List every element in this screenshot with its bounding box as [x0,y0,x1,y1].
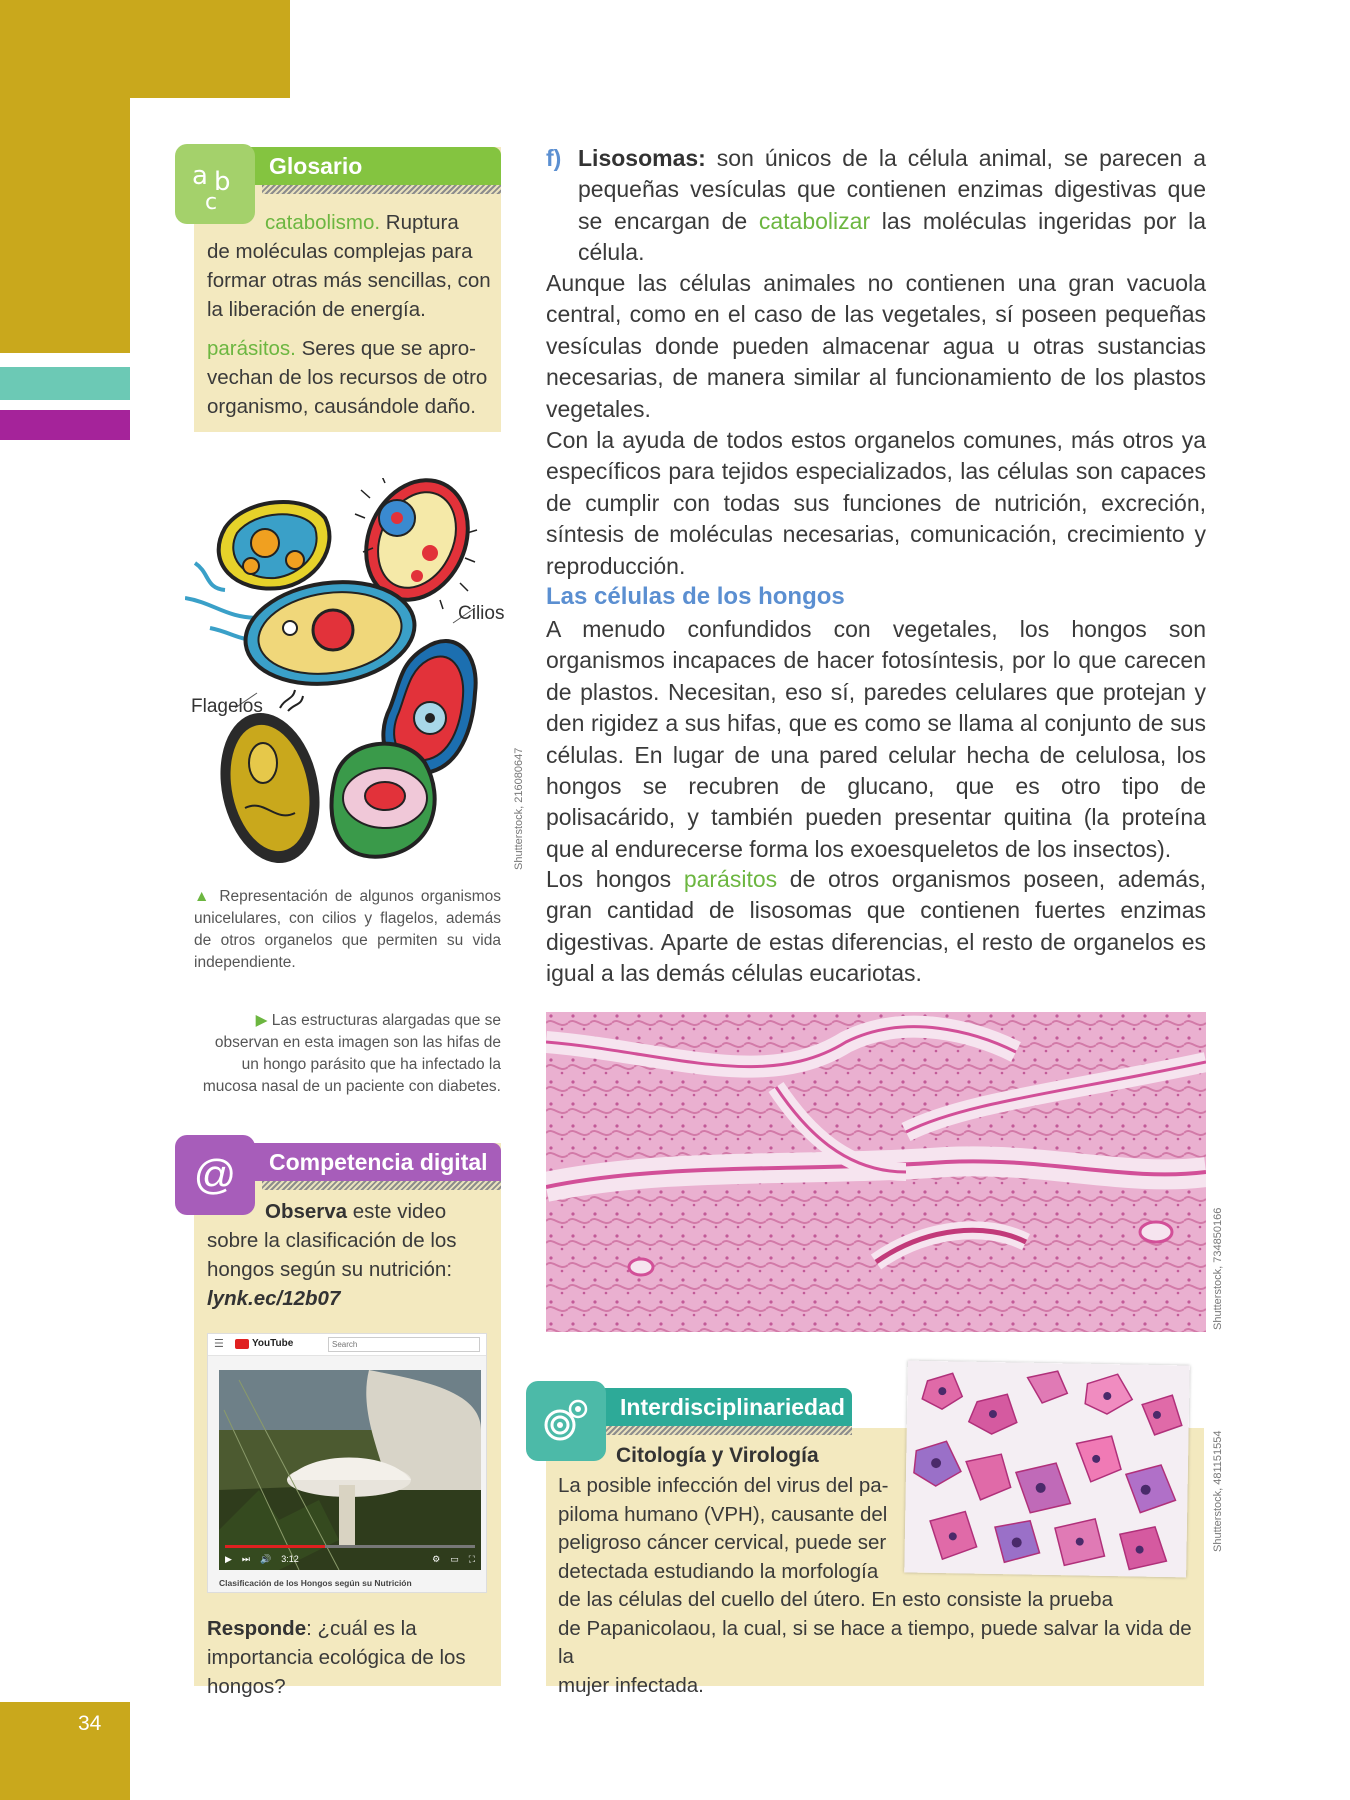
digital-title: Competencia digital [269,1149,488,1175]
youtube-brand: YouTube [252,1338,294,1349]
para4-text-a: Los hongos [546,866,684,892]
interdisciplinary-line: detectada estudiando la morfología [558,1559,879,1583]
glossary-definition-line: vechan de los recursos de otro [207,366,488,389]
play-icon[interactable]: ▶ [225,1553,232,1564]
interdisciplinary-line: de las células del cuello del útero. En esto consiste la prueba [558,1588,1113,1611]
decor-magenta-stripe [0,410,130,440]
triangle-right-icon: ▶ [255,1012,268,1029]
interdisciplinary-line: de Papanicolaou, la cual, si se hace a tiempo, puede salvar la vida de la [558,1616,1192,1668]
fungus-caption-text: Las estructuras alargadas que se observan en esta imagen son las hifas de un hongo parásito que ha infectado la mucosa nasal de un paciente con diabetes. [202,1012,501,1095]
video-frame[interactable] [219,1370,481,1570]
paragraph-vacuoles: Aunque las células animales no contienen una gran vacuola central, como en el caso de las vegetales, sí poseen pequeñas vesículas donde pueden almacenar agua u otras sustancias necesarias, de manera similar al funcionamiento de los plastos vegetales. [546,270,1206,422]
video-search-input[interactable] [328,1337,480,1352]
interdisciplinary-line: mujer infectada. [558,1673,704,1697]
para4-text-b: de otros organismos poseen, además, gran cantidad de lisosomas que contienen fuertes enzimas digestivas. Aparte de estas diferencias, el resto de organelos es igual a las demás células eucariotas. [546,866,1206,987]
volume-icon[interactable]: 🔊 [260,1553,272,1564]
fungus-photo-caption [194,1010,501,1098]
glossary-definition-line: de moléculas complejas para [207,240,473,263]
interdisciplinary-line: piloma humano (VPH), causante del [558,1502,888,1526]
interdisciplinary-header-hatch [604,1426,852,1435]
decor-gold-bottom-block [0,1702,130,1800]
svg-text:a: a [192,161,208,191]
video-controls [225,1552,475,1566]
fungus-photo-credit: Shutterstock, 734850166 [1212,1207,1224,1330]
label-cilia: Cilios [458,603,505,624]
digital-header-hatch [262,1181,501,1190]
next-icon[interactable]: ⏭ [241,1553,251,1564]
para4-link-parasitos: parásitos [683,866,778,892]
item-lisosomas [546,143,1206,269]
youtube-logo-icon [235,1339,249,1349]
glossary-term: parásitos. [207,337,296,360]
mushroom-video-scene [219,1370,481,1570]
digital-observe-label: Observa [265,1200,348,1223]
page-number: 34 [78,1712,102,1735]
paragraph-parasites [546,864,1206,990]
glossary-definition-line: Ruptura [380,211,459,234]
item-text-2: las moléculas ingeridas por la célula. [578,207,1206,266]
settings-gear-icon[interactable]: ⚙ [432,1553,441,1564]
video-thumbnail[interactable] [207,1333,487,1593]
section-title-fungi-cells: Las células de los hongos [546,583,845,610]
fungus-hyphae-photo [546,1012,1206,1332]
video-time: 3:12 [281,1554,299,1564]
decor-gold-side-block [0,98,130,353]
triangle-up-icon: ▲ [194,888,213,905]
at-sign-icon: @ [175,1135,255,1215]
cells-caption-text: Representación de algunos organismos unicelulares, con cilios y flagelos, además de otros organelos que permiten su vida independiente. [194,888,501,971]
label-flagella: Flagelos [191,696,263,717]
svg-text:b: b [214,167,231,197]
digital-text: este video sobre la clasificación de los hongos según su nutrición: [207,1200,457,1281]
video-progress-bar[interactable] [225,1545,475,1548]
decor-gold-top-block [0,0,290,98]
item-text-1: son únicos de la célula animal, se parecen a pequeñas vesículas que contienen enzimas digestivas que se encargan de [578,145,1206,234]
fullscreen-icon[interactable]: ⛶ [468,1553,475,1564]
item-term: Lisosomas: [578,145,706,171]
video-topbar [208,1334,486,1356]
glossary-header-hatch [262,185,501,194]
pap-smear-image [904,1361,1190,1578]
glossary-definition-line: organismo, causándole daño. [207,395,476,418]
respond-label: Responde [207,1617,307,1640]
interdisciplinary-title: Interdisciplinariedad [620,1394,845,1420]
glossary-term: catabolismo. [265,211,381,234]
video-link[interactable]: lynk.ec/12b07 [207,1287,341,1310]
cervical-photo-credit: Shutterstock, 481151554 [1212,1430,1224,1552]
glossary-title: Glosario [269,153,363,179]
paragraph-fungi: A menudo confundidos con vegetales, los hongos son organismos incapaces de hacer fotosíntesis, por lo que carecen de plastos. Necesitan, eso sí, paredes celulares que protejan y den rigidez a sus hifas, que es como se llama al conjunto de sus células. En lugar de una pared celular hecha de celulosa, los hongos se recubren de glucano, que es otro tipo de polisacárido, y también pueden presentar quitina (la proteína que al endurecerse forma los exoesqueletos de los insectos). [546,616,1206,862]
paragraph-organelles: Con la ayuda de todos estos organelos comunes, más otros ya específicos para tejidos especializados, las células son capaces de cumplir con todas sus funciones de nutrición, excreción, síntesis de moléculas necesarias, comunicación, crecimiento y reproducción. [546,427,1206,579]
glossary-definition-line: Seres que se apro- [295,337,476,360]
digital-body [207,1197,492,1313]
video-progress-fill [225,1545,325,1548]
item-link-catabolizar: catabolizar [758,207,871,234]
respond-text: : ¿cuál es la importancia ecológica de los hongos? [207,1617,466,1698]
interdisciplinary-subtitle: Citología y Virología [616,1444,819,1467]
hamburger-menu-icon: ☰ [214,1338,224,1350]
hyphae-histology-image [546,1012,1206,1332]
respond-question [207,1614,492,1701]
interdisciplinary-line: La posible infección del virus del pa- [558,1474,889,1497]
unicellular-organisms-illustration [185,478,505,873]
cervical-cells-photo [904,1361,1190,1578]
cells-figure-credit: Shutterstock, 216080647 [513,747,525,870]
interdisciplinary-line: peligroso cáncer cervical, puede ser [558,1531,887,1554]
miniplayer-icon[interactable]: ▭ [450,1553,459,1564]
cells-figure-caption [194,886,501,974]
glossary-entry-catabolismo [207,208,492,324]
glossary-definition-line: formar otras más sencillas, con [207,269,491,292]
concentric-circles-icon [526,1381,606,1461]
glossary-entry-parasitos [207,334,492,421]
glossary-definition-line: la liberación de energía. [207,298,426,321]
decor-teal-stripe [0,367,130,400]
svg-text:c: c [205,190,218,214]
video-caption: Clasificación de los Hongos según su Nutrición [219,1578,412,1588]
item-letter: f) [546,145,562,171]
